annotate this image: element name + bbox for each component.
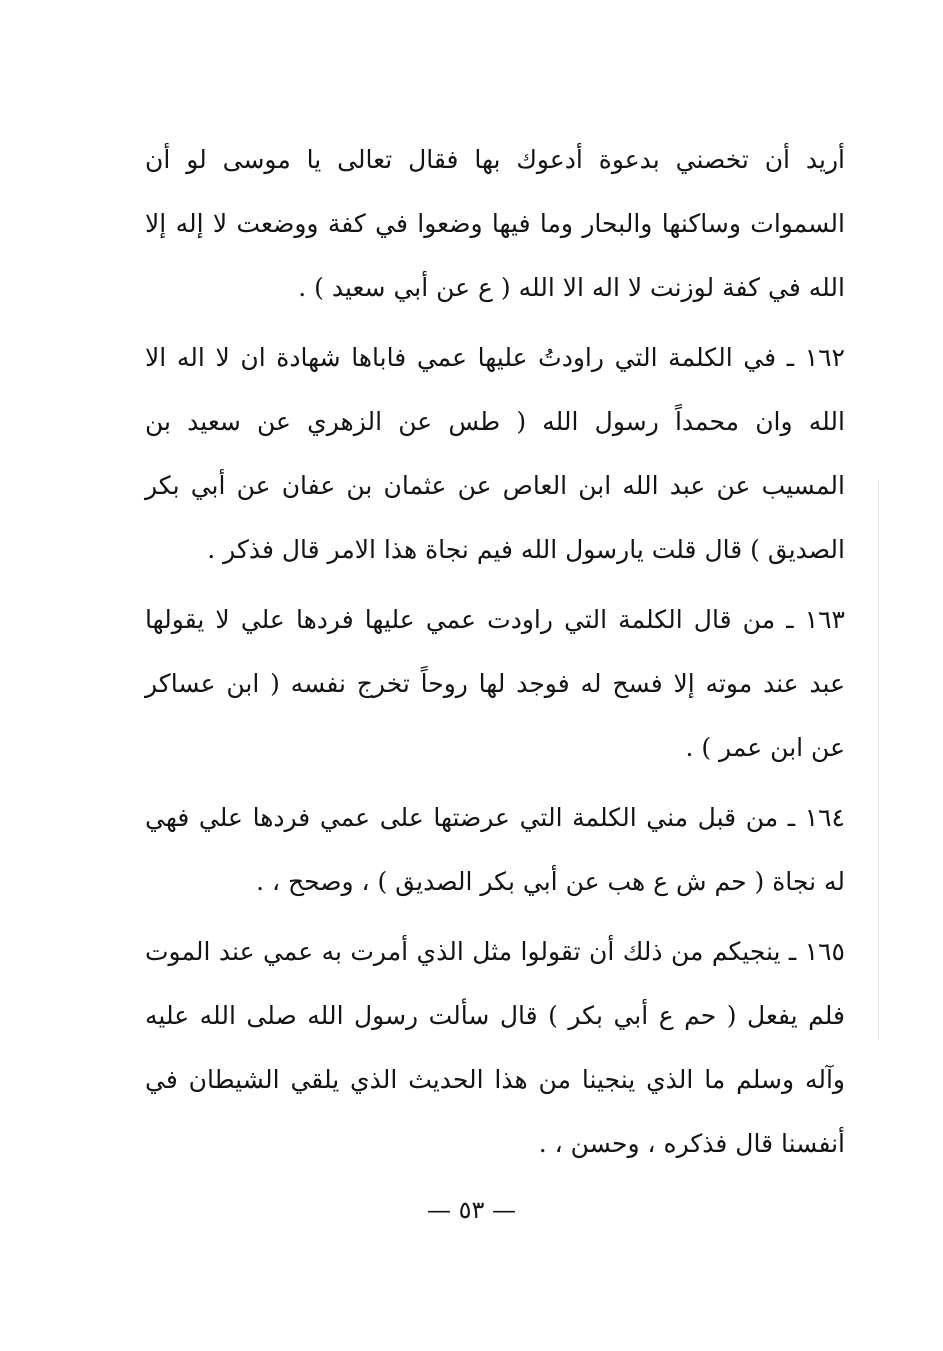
scan-edge-line <box>878 480 879 1040</box>
hadith-165: ١٦٥ ـ ينجيكم من ذلك أن تقولوا مثل الذي أمرت به عمي عند الموت فلم يفعل ( حم ع أبي بكر ) قال سألت رسول الله صلى الله عليه وآله وسلم ما الذي ينجينا من هذا الحديث الذي يلقي الشيطان في أنفسنا قال فذكره ، وحسن ، . <box>145 937 845 1158</box>
hadith-164: ١٦٤ ـ من قبل مني الكلمة التي عرضتها على عمي فردها علي فهي له نجاة ( حم ش ع هب عن أبي بكر الصديق ) ، وصحح ، . <box>145 803 845 896</box>
hadith-162: ١٦٢ ـ في الكلمة التي راودتُ عليها عمي فاباها شهادة ان لا اله الا الله وان محمداً رسول الله ( طس عن الزهري عن سعيد بن المسيب عن عبد الله ابن العاص عن عثمان بن عفان عن أبي بكر الصديق ) قال قلت يارسول الله فيم نجاة هذا الامر قال فذكر . <box>145 343 845 564</box>
main-text <box>145 128 845 1176</box>
paragraph-continuation: أريد أن تخصني بدعوة أدعوك بها فقال تعالى يا موسى لو أن السموات وساكنها والبحار وما فيها وضعوا في كفة ووضعت لا إله إلا الله في كفة لوزنت لا اله الا الله ( ع عن أبي سعيد ) . <box>145 145 845 302</box>
hadith-163: ١٦٣ ـ من قال الكلمة التي راودت عمي عليها فردها علي لا يقولها عبد عند موته إلا فسح له فوجد لها روحاً تخرج نفسه ( ابن عساكر عن ابن عمر ) . <box>145 605 845 762</box>
page-number: — ٥٣ — <box>426 1196 517 1224</box>
